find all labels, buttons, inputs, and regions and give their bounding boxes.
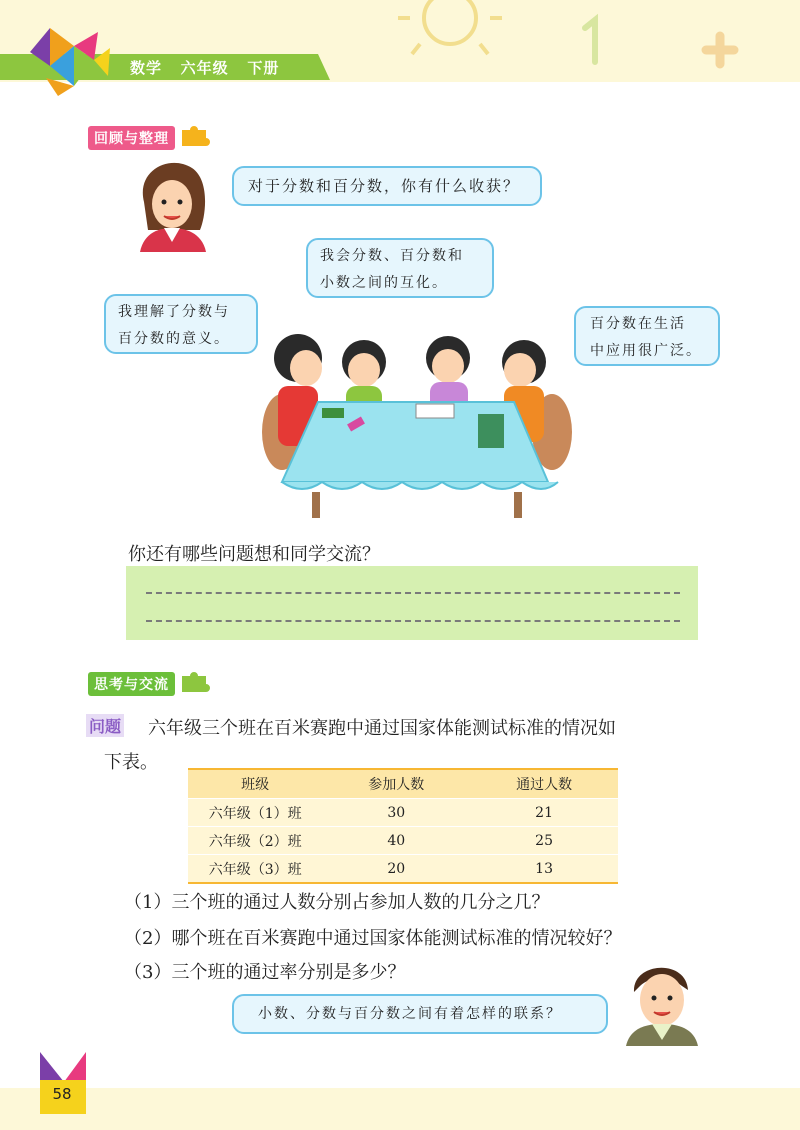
speech-bubble-right — [574, 306, 720, 366]
cell-class: 六年级（1）班 — [188, 799, 322, 827]
table-header-row — [188, 769, 618, 799]
students-at-table-illustration — [252, 322, 582, 522]
cell-passed: 21 — [470, 799, 618, 827]
speech-bubble-left — [104, 294, 258, 354]
cell-participants: 20 — [322, 855, 470, 884]
question-1: （1）三个班的通过人数分别占参加人数的几分之几？ — [124, 892, 550, 913]
note-line-1 — [146, 592, 680, 594]
footer-band — [0, 1088, 800, 1130]
cell-passed: 25 — [470, 827, 618, 855]
section-title-discuss: 思考与交流 — [88, 672, 175, 696]
teacher-illustration — [130, 156, 214, 252]
bubble-left-line-2: 百分数的意义。 — [118, 331, 230, 347]
notes-area[interactable] — [126, 566, 698, 640]
bubble-middle-line-2: 小数之间的互化。 — [320, 275, 448, 291]
header-class: 班级 — [188, 769, 322, 799]
header-passed: 通过人数 — [470, 769, 618, 799]
review-prompt: 你还有哪些问题想和同学交流？ — [128, 544, 380, 565]
question-2: （2）哪个班在百米赛跑中通过国家体能测试标准的情况较好？ — [124, 928, 622, 949]
note-line-2 — [146, 620, 680, 622]
question-3: （3）三个班的通过率分别是多少？ — [124, 962, 406, 983]
teacher-speech-bubble: 对于分数和百分数，你有什么收获？ — [232, 166, 542, 206]
bubble-left-line-1: 我理解了分数与 — [118, 304, 230, 320]
problem-text-line-1: 六年级三个班在百米赛跑中通过国家体能测试标准的情况如 — [148, 718, 616, 739]
problem-tag: 问题 — [86, 714, 124, 737]
tangram-logo — [28, 26, 118, 98]
puzzle-icon — [178, 122, 214, 148]
bubble-right-line-1: 百分数在生活 — [590, 316, 686, 332]
puzzle-icon — [178, 668, 214, 694]
cell-participants: 40 — [322, 827, 470, 855]
male-teacher-illustration — [620, 956, 700, 1046]
speech-bubble-middle — [306, 238, 494, 298]
cell-class: 六年级（3）班 — [188, 855, 322, 884]
section-title-review: 回顾与整理 — [88, 126, 175, 150]
header-participants: 参加人数 — [322, 769, 470, 799]
table-row — [188, 799, 618, 827]
cell-class: 六年级（2）班 — [188, 827, 322, 855]
page-number: 58 — [52, 1085, 72, 1103]
bubble-right-line-2: 中应用很广泛。 — [590, 343, 702, 359]
cell-passed: 13 — [470, 855, 618, 884]
table-row — [188, 855, 618, 884]
header-decoration — [380, 0, 800, 82]
results-table — [188, 768, 618, 884]
book-title: 数学 六年级 下册 — [130, 59, 280, 77]
teacher-speech-bubble-2: 小数、分数与百分数之间有着怎样的联系？ — [232, 994, 608, 1034]
problem-text-line-2: 下表。 — [104, 752, 158, 773]
cell-participants: 30 — [322, 799, 470, 827]
table-row — [188, 827, 618, 855]
bubble-middle-line-1: 我会分数、百分数和 — [320, 248, 464, 264]
